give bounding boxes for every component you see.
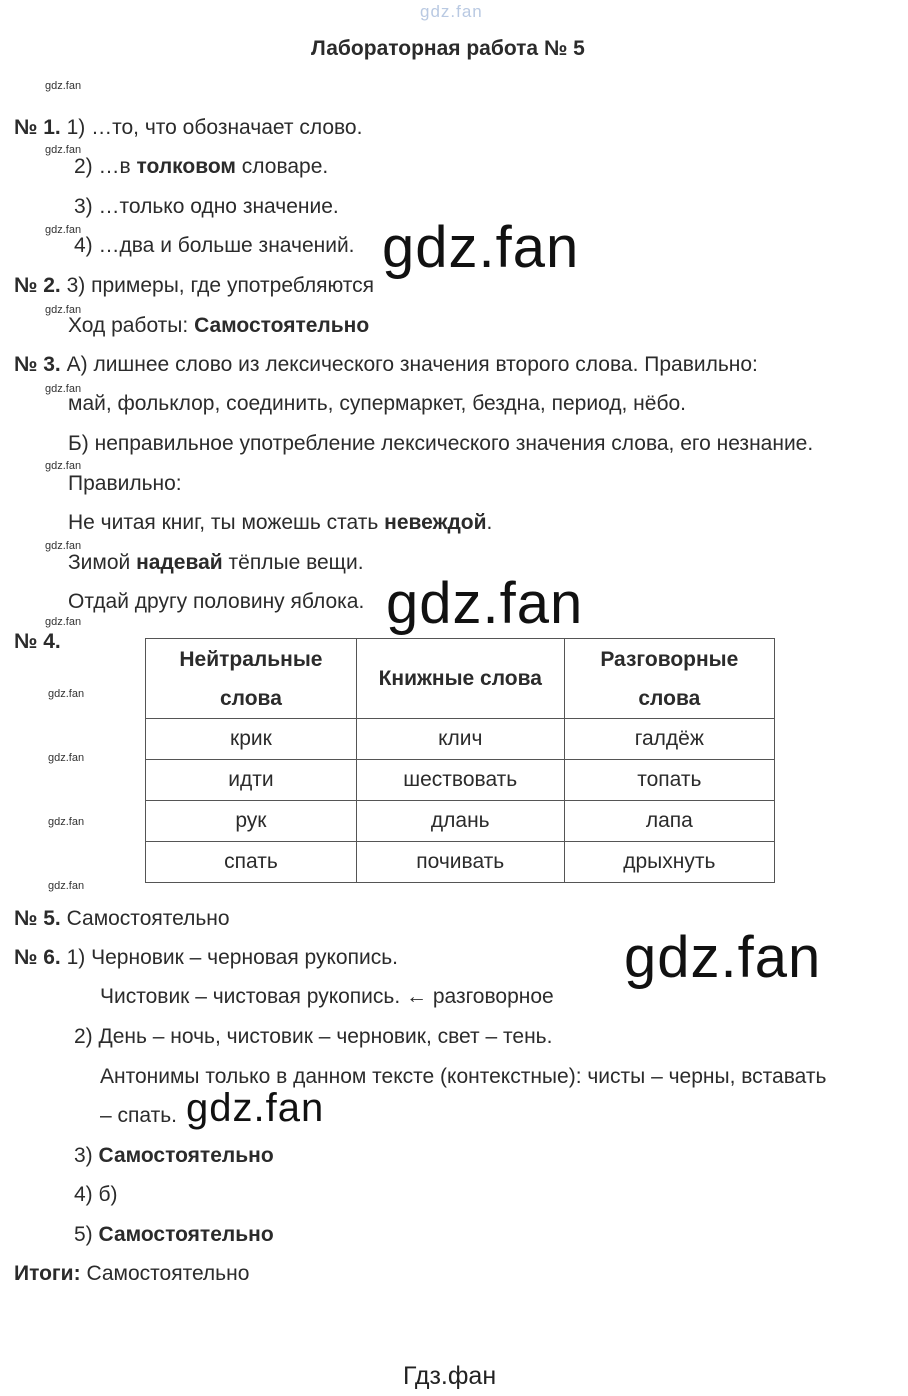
- big-watermark: gdz.fan: [186, 1086, 325, 1130]
- table-row: [146, 801, 775, 842]
- small-watermark: gdz.fan: [45, 224, 82, 236]
- bold-fragment: Самостоятельно: [98, 1223, 274, 1246]
- task-1-line-3: 3) …только одно значение.: [74, 195, 339, 218]
- big-watermark: gdz.fan: [386, 571, 584, 636]
- big-watermark: gdz.fan: [382, 215, 580, 280]
- header-neutral: Нейтральные слова: [146, 639, 357, 719]
- task-3-line-1: [14, 353, 758, 377]
- task-4-label: № 4.: [14, 630, 61, 653]
- table-cell: рук: [146, 801, 357, 842]
- task-6-label: № 6.: [14, 946, 61, 969]
- task-6-line-1: [14, 946, 398, 970]
- small-watermark: gdz.fan: [48, 688, 85, 700]
- bold-fragment: надевай: [136, 551, 223, 574]
- small-watermark: gdz.fan: [48, 880, 85, 892]
- table-row: [146, 760, 775, 801]
- task-3-line-6: [68, 551, 364, 575]
- task-6-line-8: [74, 1223, 274, 1247]
- small-watermark: gdz.fan: [48, 816, 85, 828]
- summary-line: [14, 1262, 249, 1286]
- text-fragment: словаре.: [235, 155, 329, 178]
- text-fragment: Зимой: [68, 551, 137, 574]
- table-cell: лапа: [564, 801, 774, 842]
- task-6-line-3: 2) День – ночь, чистовик – черновик, свет – тень.: [74, 1025, 553, 1048]
- small-watermark: gdz.fan: [45, 383, 82, 395]
- bold-fragment: толковом: [136, 155, 236, 178]
- table-header-row: [146, 639, 775, 719]
- big-watermark: gdz.fan: [624, 925, 822, 990]
- small-watermark: gdz.fan: [45, 144, 82, 156]
- task-2-label: № 2.: [14, 274, 61, 297]
- small-watermark: gdz.fan: [45, 460, 82, 472]
- task-2-line-2: [68, 314, 369, 338]
- footer-watermark: Гдз.фан: [403, 1362, 497, 1390]
- task-1-line-1: [14, 116, 362, 140]
- task-3-line-5: [68, 511, 492, 535]
- text-fragment: 3): [74, 1144, 99, 1167]
- table-cell: спать: [146, 842, 357, 883]
- header-bookish: Книжные слова: [356, 639, 564, 719]
- task-6-line-4: Антонимы только в данном тексте (контекстные): чисты – черны, вставать: [100, 1065, 827, 1088]
- table-cell: галдёж: [564, 719, 774, 760]
- task-3-line-2: май, фольклор, соединить, супермаркет, бездна, период, нёбо.: [68, 392, 687, 415]
- task-5-text: Самостоятельно: [66, 907, 230, 930]
- table-row: [146, 842, 775, 883]
- task-1-label: № 1.: [14, 116, 61, 139]
- top-watermark: gdz.fan: [420, 2, 483, 21]
- text-fragment: Ход работы:: [68, 314, 195, 337]
- task-5-label: № 5.: [14, 907, 61, 930]
- task-3-text-1: А) лишнее слово из лексического значения второго слова. Правильно:: [66, 353, 758, 376]
- bold-fragment: Самостоятельно: [98, 1144, 274, 1167]
- task-3-line-3: Б) неправильное употребление лексического значения слова, его незнание.: [68, 432, 814, 455]
- table-cell: шествовать: [356, 760, 564, 801]
- table-cell: длань: [356, 801, 564, 842]
- page-title: Лабораторная работа № 5: [311, 37, 585, 60]
- bold-fragment: невеждой: [384, 511, 487, 534]
- task-6-text-1: 1) Черновик – черновая рукопись.: [66, 946, 398, 969]
- header-colloquial: Разговорные слова: [564, 639, 774, 719]
- task-6-line-7: 4) б): [74, 1183, 118, 1206]
- summary-text: Самостоятельно: [86, 1262, 250, 1285]
- task-5-line: [14, 907, 230, 931]
- task-6-line-2: Чистовик – чистовая рукопись. ← разговорное: [100, 985, 554, 1008]
- word-table: [145, 638, 775, 883]
- small-watermark: gdz.fan: [48, 752, 85, 764]
- task-2-line-1: [14, 274, 374, 298]
- text-fragment: Не читая книг, ты можешь стать: [68, 511, 385, 534]
- task-3-line-7: Отдай другу половину яблока.: [68, 590, 365, 613]
- summary-label: Итоги:: [14, 1262, 81, 1285]
- table-cell: почивать: [356, 842, 564, 883]
- table-cell: идти: [146, 760, 357, 801]
- task-1-line-4: 4) …два и больше значений.: [74, 234, 355, 257]
- table-cell: крик: [146, 719, 357, 760]
- task-3-line-4: Правильно:: [68, 472, 182, 495]
- table-row: [146, 719, 775, 760]
- small-watermark: gdz.fan: [45, 80, 82, 92]
- text-fragment: тёплые вещи.: [222, 551, 364, 574]
- bold-fragment: Самостоятельно: [194, 314, 370, 337]
- task-1-text-1: 1) …то, что обозначает слово.: [66, 116, 363, 139]
- small-watermark: gdz.fan: [45, 304, 82, 316]
- table-cell: топать: [564, 760, 774, 801]
- text-fragment: 2) …в: [74, 155, 137, 178]
- text-fragment: 5): [74, 1223, 99, 1246]
- table-cell: дрыхнуть: [564, 842, 774, 883]
- task-1-line-2: [74, 155, 328, 179]
- task-6-line-6: [74, 1144, 274, 1168]
- task-2-text-1: 3) примеры, где употребляются: [66, 274, 375, 297]
- text-fragment: .: [486, 511, 493, 534]
- table-cell: клич: [356, 719, 564, 760]
- task-3-label: № 3.: [14, 353, 61, 376]
- task-6-line-5: – спать.: [100, 1104, 177, 1127]
- small-watermark: gdz.fan: [45, 616, 82, 628]
- small-watermark: gdz.fan: [45, 540, 82, 552]
